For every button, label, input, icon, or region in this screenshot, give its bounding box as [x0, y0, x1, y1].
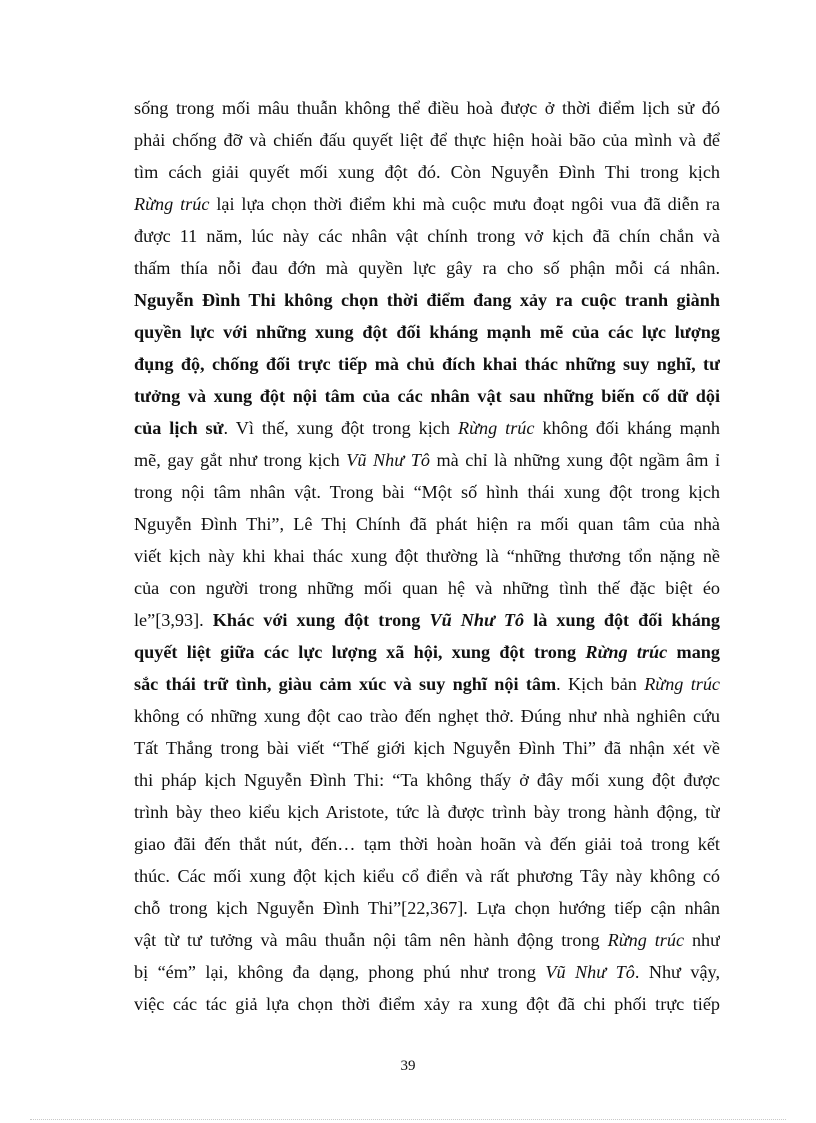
- text-run: mà chỉ là những xung đột ngầm âm ỉ: [429, 450, 720, 470]
- text-line: [134, 508, 720, 540]
- text-run: của lịch sử: [134, 418, 224, 438]
- text-run: Tất Thắng trong bài viết “Thế giới kịch Nguyễn Đình Thi” đã nhận xét về: [134, 738, 720, 758]
- text-run: le”[3,93].: [134, 610, 213, 630]
- text-run: không có những xung đột cao trào đến nghẹt thở. Đúng như nhà nghiên cứu: [134, 706, 720, 726]
- text-run: Nguyễn Đình Thi”, Lê Thị Chính đã phát hiện ra mối quan tâm của nhà: [134, 514, 720, 534]
- text-run: Vũ Như Tô: [545, 962, 635, 982]
- text-line: [134, 700, 720, 732]
- text-run: của con người trong những mối quan hệ và những tình thế đặc biệt éo: [134, 578, 720, 598]
- text-line: [134, 604, 720, 636]
- text-line: [134, 284, 720, 316]
- text-run: trong nội tâm nhân vật. Trong bài “Một số hình thái xung đột trong kịch: [134, 482, 720, 502]
- text-line: [134, 988, 720, 1020]
- text-run: Rừng trúc: [457, 418, 535, 438]
- text-line: [134, 796, 720, 828]
- text-line: [134, 380, 720, 412]
- text-run: vật từ tư tưởng và mâu thuẫn nội tâm nên hành động trong: [134, 930, 608, 950]
- text-line: [134, 220, 720, 252]
- text-run: là xung đột đối kháng: [524, 610, 720, 630]
- text-run: Nguyễn Đình Thi không chọn thời điểm đang xảy ra cuộc tranh giành: [134, 290, 720, 310]
- text-run: Rừng trúc: [607, 930, 685, 950]
- text-run: quyết liệt giữa các lực lượng xã hội, xung đột trong: [134, 642, 586, 662]
- text-line: [134, 540, 720, 572]
- text-line: [134, 572, 720, 604]
- text-run: viết kịch này khi khai thác xung đột thường là “những thương tổn nặng nề: [134, 546, 720, 566]
- text-line: [134, 764, 720, 796]
- text-line: [134, 316, 720, 348]
- text-line: [134, 124, 720, 156]
- text-run: Rừng trúc: [644, 674, 720, 694]
- text-line: [134, 92, 720, 124]
- text-run: phải chống đỡ và chiến đấu quyết liệt để thực hiện hoài bão của mình và để: [134, 130, 720, 150]
- text-run: bị “ém” lại, không đa dạng, phong phú như trong: [134, 962, 546, 982]
- text-run: . Vì thế, xung đột trong kịch: [223, 418, 458, 438]
- text-line: [134, 444, 720, 476]
- text-run: quyền lực với những xung đột đối kháng mạnh mẽ của các lực lượng: [134, 322, 720, 342]
- text-line: [134, 956, 720, 988]
- text-line: [134, 732, 720, 764]
- text-run: đụng độ, chống đối trực tiếp mà chủ đích khai thác những suy nghĩ, tư: [134, 354, 720, 374]
- text-line: [134, 412, 720, 444]
- text-line: [134, 828, 720, 860]
- text-run: Rừng trúc: [134, 194, 210, 214]
- text-run: tưởng và xung đột nội tâm của các nhân vật sau những biến cố dữ dội: [134, 386, 720, 406]
- text-run: Vũ Như Tô: [346, 450, 430, 470]
- text-line: [134, 892, 720, 924]
- text-line: [134, 476, 720, 508]
- text-run: Khác với xung đột trong: [212, 610, 430, 630]
- text-run: Rừng trúc: [585, 642, 668, 662]
- page-number: 39: [400, 1058, 416, 1074]
- text-line: [134, 188, 720, 220]
- text-run: sắc thái trữ tình, giàu cảm xúc và suy nghĩ nội tâm: [134, 674, 557, 694]
- text-line: [134, 252, 720, 284]
- text-run: thúc. Các mối xung đột kịch kiểu cổ điển và rất phương Tây này không có: [134, 866, 720, 886]
- text-run: Vũ Như Tô: [429, 610, 525, 630]
- text-run: lại lựa chọn thời điểm khi mà cuộc mưu đoạt ngôi vua đã diễn ra: [209, 194, 720, 214]
- text-run: . Như vậy,: [634, 962, 720, 982]
- text-line: [134, 668, 720, 700]
- text-run: giao đãi đến thắt nút, đến… tạm thời hoàn hoãn và đến giải toả trong kết: [134, 834, 720, 854]
- text-run: sống trong mối mâu thuẫn không thể điều hoà được ở thời điểm lịch sử đó: [134, 98, 720, 118]
- text-line: [134, 348, 720, 380]
- text-run: thấm thía nỗi đau đớn mà quyền lực gây ra cho số phận mỗi cá nhân.: [134, 258, 720, 278]
- text-run: trình bày theo kiểu kịch Aristote, tức là được trình bày trong hành động, từ: [134, 802, 720, 822]
- text-run: thi pháp kịch Nguyễn Đình Thi: “Ta không thấy ở đây mối xung đột được: [134, 770, 720, 790]
- text-run: được 11 năm, lúc này các nhân vật chính trong vở kịch đã chín chắn và: [134, 226, 720, 246]
- text-line: [134, 924, 720, 956]
- body-text: [134, 92, 720, 1020]
- text-run: chỗ trong kịch Nguyễn Đình Thi”[22,367]. Lựa chọn hướng tiếp cận nhân: [134, 898, 720, 918]
- text-run: mẽ, gay gắt như trong kịch: [134, 450, 347, 470]
- text-line: [134, 860, 720, 892]
- text-run: . Kịch bản: [556, 674, 645, 694]
- text-run: như: [684, 930, 720, 950]
- text-line: [134, 156, 720, 188]
- text-run: không đối kháng mạnh: [534, 418, 720, 438]
- text-line: [134, 636, 720, 668]
- text-run: việc các tác giả lựa chọn thời điểm xảy ra xung đột đã chi phối trực tiếp: [134, 994, 720, 1014]
- text-run: tìm cách giải quyết mối xung đột đó. Còn Nguyễn Đình Thi trong kịch: [134, 162, 720, 182]
- page-bottom-divider: [30, 1119, 786, 1120]
- text-run: mang: [667, 642, 720, 662]
